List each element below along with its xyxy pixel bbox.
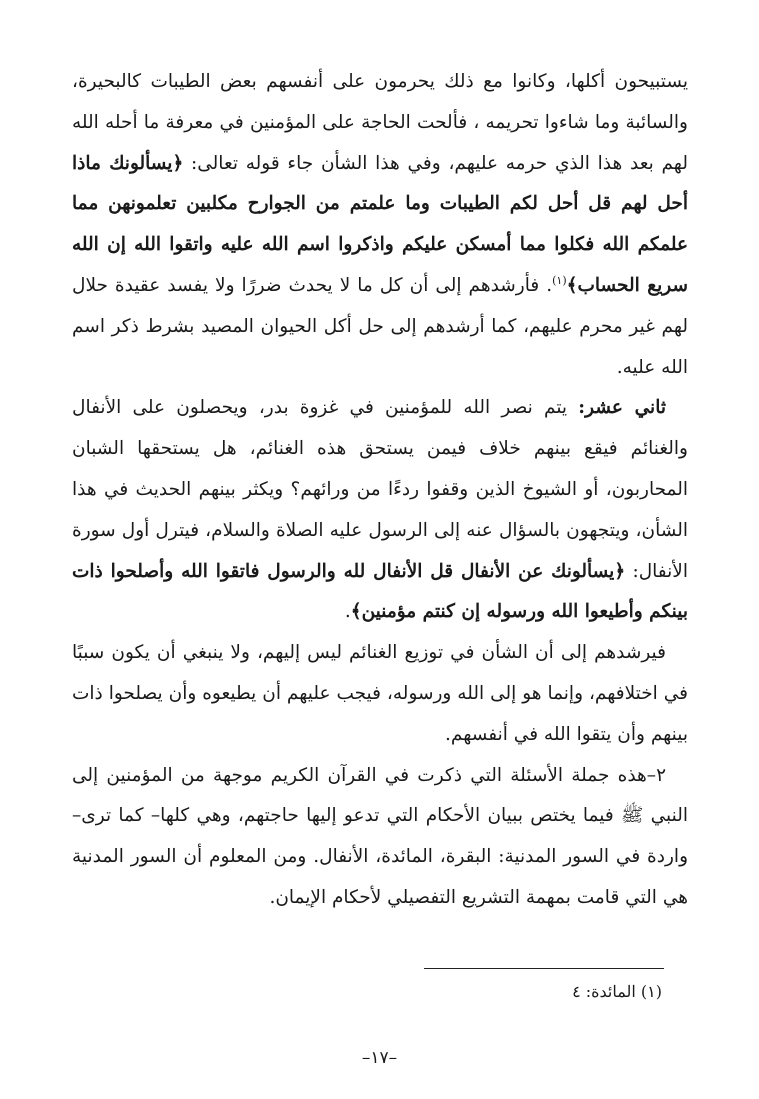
page-number: –١٧– (361, 1048, 398, 1068)
paragraph-3: فيرشدهم إلى أن الشأن في توزيع الغنائم ليس إليهم، ولا ينبغي أن يكون سببًا في اختلافهم، وإنما هو إلى الله ورسوله، فيجب عليهم أن يطيعوه وأن يصلحوا ذات بينهم وأن يتقوا الله في أنفسهم. (72, 642, 688, 745)
paragraph-2 (72, 388, 688, 633)
paragraph-1-intro: يستبيحون أكلها، وكانوا مع ذلك يحرمون على أنفسهم بعض الطيبات كالبحيرة، والسائبة وما شاءوا تحريمه ، فألحت الحاجة على المؤمنين في معرفة ما أحله الله لهم بعد هذا الذي حرمه عليهم، وفي هذا الشأن جاء قوله تعالى: (72, 71, 688, 174)
main-text (72, 62, 688, 919)
paragraph-1-rest: . فأرشدهم إلى أن كل ما لا يحدث ضررًا ولا يفسد عقيدة حلال لهم غير محرم عليهم، كما أرشدهم إلى حل أكل الحيوان المصيد بشرط ذكر اسم الله عليه. (72, 274, 688, 378)
paragraph-2-end: . (344, 601, 351, 623)
paragraph-2-text: يتم نصر الله للمؤمنين في غزوة بدر، ويحصلون على الأنفال والغنائم فيقع بينهم خلاف فيمن يستحق هذه الغنائم، هل يستحقها الشبان المحاربون، أو الشيوخ الذين وقفوا ردءًا من ورائهم؟ ويكثر بينهم الحديث في هذا الشأن، ويتجهون بالسؤال عنه إلى الرسول عليه الصلاة والسلام، فيترل أول سورة الأنفال: (72, 397, 688, 582)
paragraph-4: ٢–هذه جملة الأسئلة التي ذكرت في القرآن الكريم موجهة من المؤمنين إلى النبي ﷺ فيما يختص ببيان الأحكام التي تدعو إليها حاجتهم، وهي كلها– كما ترى–واردة في السور المدنية: البقرة، المائدة، الأنفال. ومن المعلوم أن السور المدنية هي التي قامت بمهمة التشريع التفصيلي لأحكام الإيمان. (72, 764, 688, 908)
quran-verse-maidah: ﴿يسألونك ماذا أحل لهم قل أحل لكم الطيبات وما علمتم من الجوارح مكلبين تعلمونهن مما علمكم الله فكلوا مما أمسكن عليكم واذكروا اسم الله عليه واتقوا الله إن الله سريع الحساب﴾ (72, 152, 688, 296)
paragraph-1 (72, 62, 688, 388)
footnote-reference: (١) (552, 273, 567, 287)
quran-verse-anfal: ﴿يسألونك عن الأنفال قل الأنفال لله والرسول فاتقوا الله وأصلحوا ذات بينكم وأطيعوا الله ورسوله إن كنتم مؤمنين﴾ (72, 560, 688, 623)
footnote: (١) المائدة: ٤ (572, 982, 662, 1001)
footnote-divider (424, 968, 664, 969)
section-heading-twelfth: ثاني عشر: (578, 397, 666, 419)
